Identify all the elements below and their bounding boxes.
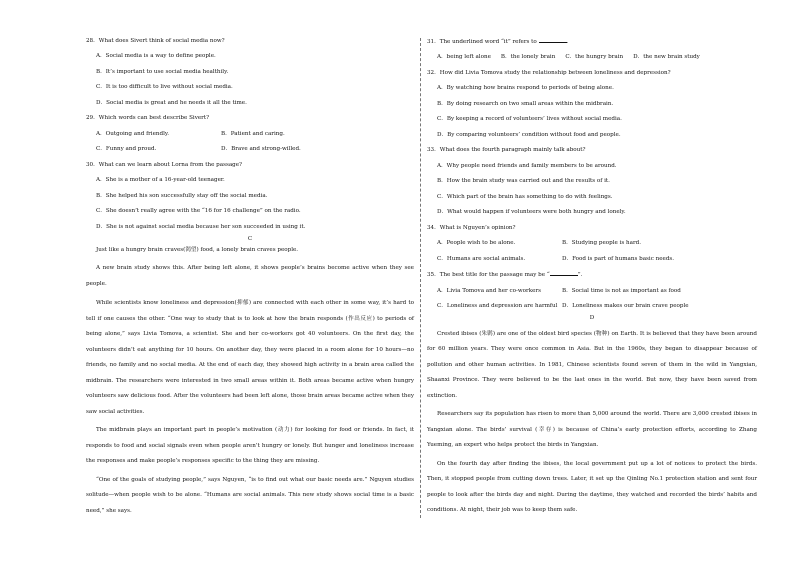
passage-d-paragraph-3: On the fourth day after finding the ibises, the local government put up a lot of notices to protect the birds. Then, it stopped people from cutting down trees. Later, it set up the Qinling No.1 protection station and sent four people to look after the birds day and night. During the daytime, they watched and recorded the birds’ habits and conditions. At night, their job was to keep them safe. <box>427 460 757 514</box>
question-35-stem-end: ”. <box>577 272 583 279</box>
question-34-stem: 34．What is Nguyen’s opinion? <box>427 224 516 231</box>
passage-c-paragraph-2: A new brain study shows this. After being left alone, it shows people’s brains become active when they see people. <box>86 265 414 287</box>
question-34-option-b: B．Studying people is hard. <box>562 240 642 247</box>
question-31-option-d: D．the new brain study <box>633 54 700 61</box>
question-29-option-c: C．Funny and proud. <box>96 146 157 153</box>
passage-c-paragraph-4: The midbrain plays an important part in people’s motivation (动力) for looking for food or friends. In fact, it responds to food and social signals even when people aren’t hungry or lonely. But hunger and loneliness increase the responses and make people’s responses specific to the thing they are missing. <box>86 427 414 465</box>
passage-c-paragraph-1: Just like a hungry brain craves(渴望) food, a lonely brain craves people. <box>96 247 299 254</box>
question-28-option-b: B．It’s important to use social media healthily. <box>96 68 229 75</box>
section-d-heading: D <box>589 315 595 322</box>
question-35-option-b: B．Social time is not as important as food <box>562 287 681 294</box>
question-35-stem <box>427 271 757 280</box>
question-34-option-c: C．Humans are social animals. <box>437 255 526 262</box>
question-30-option-c: C．She doesn’t really agree with the “16 for 16 challenge” on the radio. <box>96 208 301 215</box>
question-29-options-row-1 <box>86 131 414 139</box>
question-31-stem-end: . <box>566 39 569 45</box>
question-34-option-d: D．Food is part of humans basic needs. <box>562 255 675 262</box>
question-29-option-b: B．Patient and caring. <box>221 130 285 137</box>
left-column <box>86 38 414 519</box>
question-35-blank <box>550 271 578 276</box>
question-30-option-b: B．She helped his son successfully stay off the social media. <box>96 192 268 199</box>
question-29-stem: 29．Which words can best describe Sivert? <box>86 115 210 122</box>
right-column <box>427 38 757 519</box>
question-33-option-a: A．Why people need friends and family members to be around. <box>437 162 617 169</box>
passage-c-paragraph-3: While scientists know loneliness and depression(抑郁) are connected with each other in some way, it’s hard to tell if one causes the other. “One way to study that is to look at how the brain responds (作出反应) to periods of being alone,” says Livia Tomova, a scientist. She and her co-workers got 40 volunteers. On the first day, the volunteers didn’t eat anything for 10 hours. On another day, they were placed in a room alone for 10 hours—no friends, no family and no social media. At the end of each day, they showed high activity in a brain area called the midbrain. The researchers were interested in two small areas within it. Both areas became active when hungry volunteers saw delicious food. After the volunteers had been left alone, those brain areas became active when they saw social activities. <box>86 300 414 415</box>
question-35-option-c: C．Loneliness and depression are harmful <box>437 303 558 310</box>
question-34-options-row-2 <box>427 256 757 264</box>
question-32-option-b: B．By doing research on two small areas within the midbrain. <box>437 100 614 107</box>
question-32-option-d: D．By comparing volunteers’ condition without food and people. <box>437 131 621 138</box>
question-33-stem: 33．What does the fourth paragraph mainly talk about? <box>427 147 586 154</box>
question-31-option-a: A．being left alone <box>437 54 491 61</box>
question-31-option-c: C．the hungry brain <box>565 54 624 61</box>
question-32-option-a: A．By watching how brains respond to periods of being alone. <box>437 85 614 92</box>
section-c-heading: C <box>247 235 253 242</box>
question-35-stem-text: 35．The best title for the passage may be “ <box>427 272 550 279</box>
question-31-option-b: B．the lonely brain <box>500 54 556 61</box>
question-29-option-a: A．Outgoing and friendly. <box>96 130 170 137</box>
question-30-option-a: A．She is a mother of a 16-year-old teenager. <box>96 177 225 184</box>
passage-d-paragraph-2: Researchers say its population has risen to more than 5,000 around the world. There are 3,000 crested ibises in Yangxian alone. The birds’ survival (幸存) is because of China’s early protection efforts, according to Zhang Yueming, an expert who helps protect the birds in Yangxian. <box>427 411 757 449</box>
passage-c-paragraph-5: “One of the goals of studying people,” says Nguyen, “is to find out what our basic needs are.” Nguyen studies solitude—when people wish to be alone. “Humans are social animals. This new study shows social time is a basic need,” she says. <box>86 476 414 514</box>
question-28-option-d: D．Social media is great and he needs it all the time. <box>96 99 247 106</box>
question-33-option-c: C．Which part of the brain has something to do with feelings. <box>437 193 613 200</box>
question-28-option-c: C．It is too difficult to live without social media. <box>96 84 233 91</box>
question-30-stem: 30．What can we learn about Lorna from the passage? <box>86 161 243 168</box>
column-divider <box>420 38 421 518</box>
question-35-options-row-2 <box>427 303 757 311</box>
question-28-option-a: A．Social media is a way to define people. <box>96 53 216 60</box>
question-31-blank <box>539 38 567 43</box>
question-30-option-d: D．She is not against social media because her son succeeded in using it. <box>96 223 306 230</box>
question-31-options-row <box>427 54 757 62</box>
question-32-stem: 32．How did Livia Tomova study the relationship between loneliness and depression? <box>427 69 671 76</box>
passage-d-paragraph-1: Crested ibises (朱鹮) are one of the oldest bird species (物种) on Earth. It is believed that they have been around for 60 million years. They were once common in Asia. But in the 1960s, they began to disappear because of pollution and other human activities. In 1981, Chinese scientists found seven of them in the wild in Yangxian, Shaanxi Province. They were believed to be the last ones in the world. But now, they have been saved from extinction. <box>427 330 757 399</box>
question-34-options-row-1 <box>427 240 757 248</box>
question-29-options-row-2 <box>86 146 414 154</box>
question-32-option-c: C．By keeping a record of volunteers’ lives without social media. <box>437 116 622 123</box>
question-28-stem: 28．What does Sivert think of social media now? <box>86 38 225 44</box>
question-35-options-row-1 <box>427 288 757 296</box>
question-33-option-b: B．How the brain study was carried out and the results of it. <box>437 178 610 185</box>
question-35-option-a: A．Livia Tomova and her co-workers <box>437 287 541 294</box>
question-35-option-d: D．Loneliness makes our brain crave people <box>562 303 689 310</box>
question-31-stem-text: 31．The underlined word “it” refers to <box>427 39 537 45</box>
question-33-option-d: D．What would happen if volunteers were both hungry and lonely. <box>437 209 626 216</box>
question-31-stem <box>427 38 757 47</box>
question-29-option-d: D．Brave and strong-willed. <box>221 146 301 153</box>
question-34-option-a: A．People wish to be alone. <box>437 240 516 247</box>
